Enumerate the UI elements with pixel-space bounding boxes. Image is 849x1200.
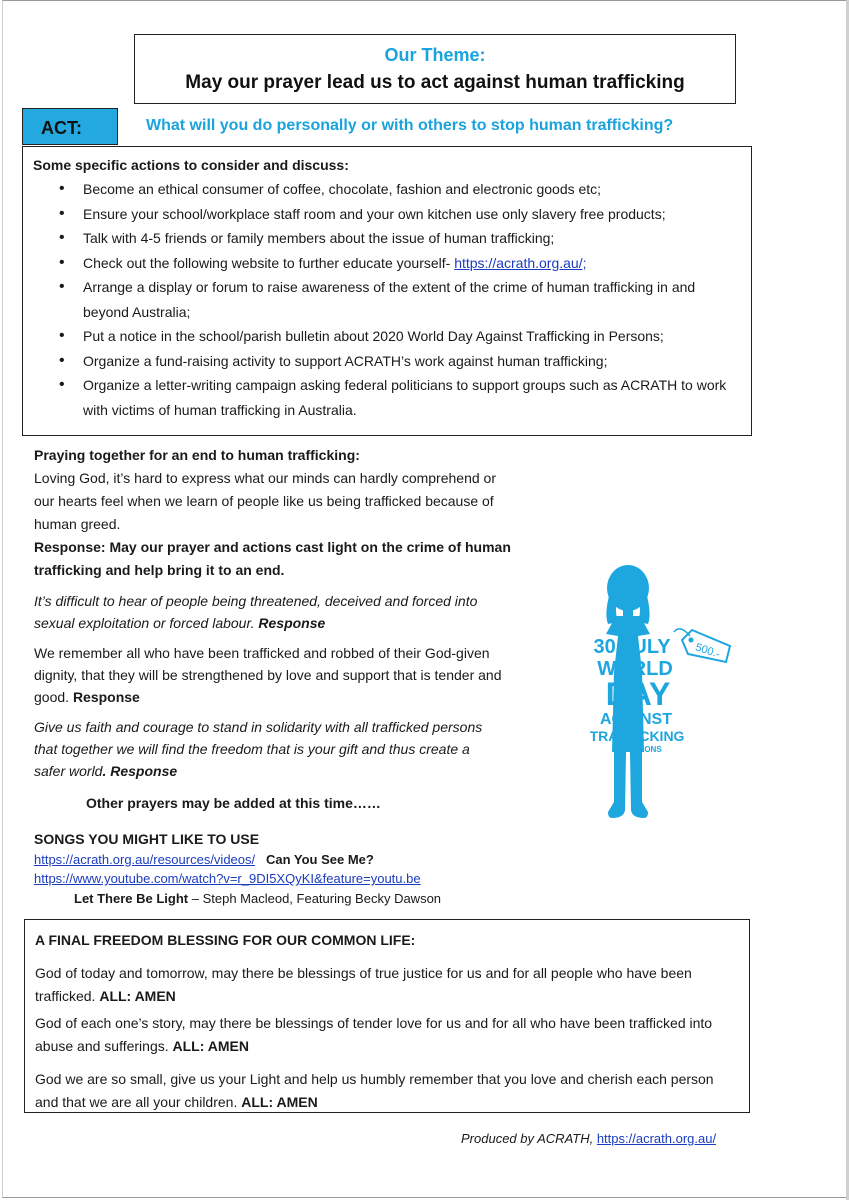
- blessing-p2: God of each one’s story, may there be blessings of tender love for us and for all who have been trafficked into abuse and sufferings. ALL: AMEN: [35, 1014, 713, 1054]
- song-row: [34, 889, 441, 909]
- prayer-p3: Give us faith and courage to stand in solidarity with all trafficked persons that together we will find the freedom that is your gift and thus create a safer world. Response: [34, 719, 483, 779]
- actions-heading: Some specific actions to consider and discuss:: [33, 157, 349, 173]
- blessing-heading: A FINAL FREEDOM BLESSING FOR OUR COMMON LIFE:: [35, 932, 416, 948]
- logo-trafficking: TRAFFICKING: [590, 728, 685, 744]
- song-artist: – Steph Macleod, Featuring Becky Dawson: [188, 890, 442, 906]
- logo-day: DAY: [605, 676, 671, 712]
- footer-link[interactable]: https://acrath.org.au/: [596, 1131, 717, 1146]
- list-item: • Ensure your school/workplace staff room and your own kitchen use only slavery free products;: [33, 202, 741, 227]
- prayer-opening: Loving God, it’s hard to express what our minds can hardly comprehend or our hearts feel when we learn of people like us being trafficked because of human greed.: [34, 470, 496, 532]
- act-question: What will you do personally or with others to stop human trafficking?: [146, 117, 674, 134]
- list-item: • Organize a fund-raising activity to support ACRATH’s work against human trafficking;: [33, 349, 741, 374]
- theme-title: May our prayer lead us to act against human trafficking: [185, 72, 685, 93]
- logo-in-persons: IN PERSONS: [612, 745, 662, 754]
- song-row: [34, 850, 441, 870]
- actions-list: [33, 177, 741, 422]
- logo-date: 30 JULY: [593, 636, 671, 658]
- price-tag-text: 500.-: [693, 641, 722, 661]
- act-tab: ACT:: [22, 108, 118, 145]
- theme-label: Our Theme:: [384, 45, 486, 65]
- blessing-box: [24, 919, 750, 1113]
- list-item: • Become an ethical consumer of coffee, chocolate, fashion and electronic goods etc;: [33, 177, 741, 202]
- prayer-response: Response: May our prayer and actions cast light on the crime of human trafficking and help bring it to an end.: [34, 539, 511, 578]
- list-item: • Organize a letter-writing campaign asking federal politicians to support groups such as ACRATH to work with victims of human trafficking in Australia.: [33, 373, 741, 422]
- logo-against: AGAINST: [600, 711, 672, 728]
- produced-by: Produced by ACRATH, https://acrath.org.au/: [461, 1131, 717, 1146]
- prayer-p2: We remember all who have been trafficked and robbed of their God-given dignity, that they will be strengthened by love and support that is tender and good. Response: [34, 645, 502, 705]
- prayer-section: [34, 444, 534, 782]
- youtube-link[interactable]: https://www.youtube.com/watch?v=r_9DI5XQyKI&feature=youtu.be: [34, 871, 421, 886]
- list-item: • Talk with 4-5 friends or family members about the issue of human trafficking;: [33, 226, 741, 251]
- videos-link[interactable]: https://acrath.org.au/resources/videos/: [34, 851, 256, 867]
- songs-section: [34, 830, 441, 908]
- song-title: Let There Be Light: [74, 890, 189, 906]
- acrath-link[interactable]: https://acrath.org.au/;: [454, 254, 587, 271]
- prayer-p1: It’s difficult to hear of people being threatened, deceived and forced into sexual exploitation or forced labour. Response: [34, 593, 478, 631]
- logo-world: WORLD: [597, 658, 673, 680]
- other-prayers-note: Other prayers may be added at this time……: [86, 795, 381, 811]
- blessing-p3: God we are so small, give us your Light and help us humbly remember that you love and cherish each person and that we are all your children. ALL: AMEN: [35, 1070, 714, 1110]
- world-day-logo: [590, 562, 740, 832]
- price-tag-icon: [674, 629, 730, 662]
- theme-box: [134, 34, 736, 104]
- song-row: [34, 869, 441, 889]
- song-title: Can You See Me?: [265, 851, 374, 867]
- actions-box: [22, 146, 752, 436]
- blessing-p1: God of today and tomorrow, may there be blessings of true justice for us and for all people who have been trafficked. ALL: AMEN: [35, 964, 692, 1004]
- list-item: • Put a notice in the school/parish bulletin about 2020 World Day Against Trafficking in Persons;: [33, 324, 741, 349]
- prayer-heading: Praying together for an end to human trafficking:: [34, 447, 360, 463]
- list-item: • Check out the following website to further educate yourself- https://acrath.org.au/;: [33, 251, 741, 276]
- songs-heading: SONGS YOU MIGHT LIKE TO USE: [34, 831, 260, 847]
- list-item: • Arrange a display or forum to raise awareness of the extent of the crime of human trafficking in and beyond Australia;: [33, 275, 741, 324]
